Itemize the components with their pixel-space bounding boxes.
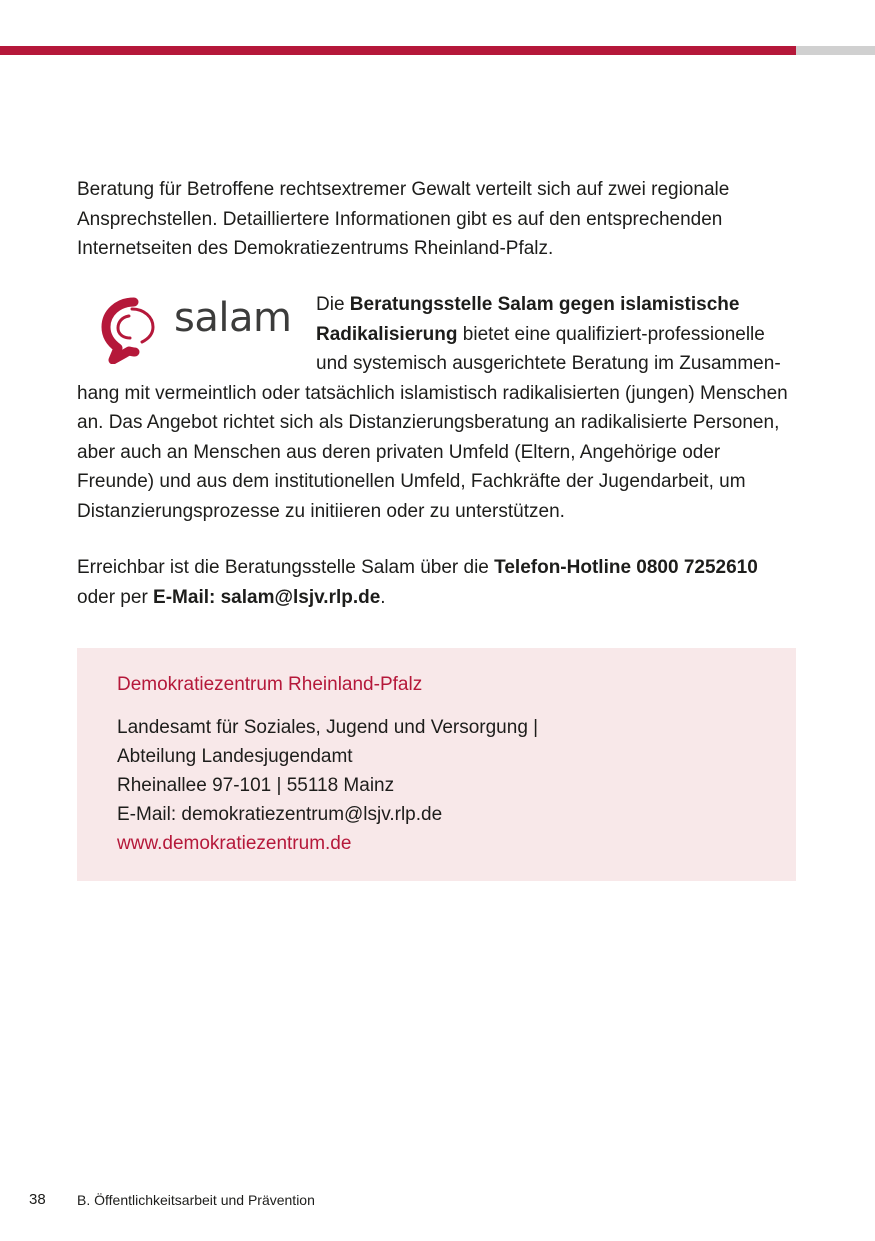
contact-paragraph: Erreichbar ist die Beratungsstelle Salam über die Telefon-Hotline 0800 7252610 oder per E-Mail: salam@lsjv.rlp.de. bbox=[77, 557, 758, 608]
info-box-address bbox=[117, 713, 538, 858]
salam-wordmark: salam bbox=[174, 295, 292, 341]
top-gray-bar bbox=[796, 46, 875, 55]
email-line[interactable]: E-Mail: demokratiezentrum@lsjv.rlp.de bbox=[117, 804, 443, 825]
page-number: 38 bbox=[29, 1191, 46, 1208]
info-box-title: Demokratiezentrum Rheinland-Pfalz bbox=[117, 674, 423, 695]
salam-email: E-Mail: salam@lsjv.rlp.de bbox=[153, 586, 381, 608]
address-line: Rheinallee 97-101 | 55118 Mainz bbox=[117, 775, 395, 796]
website-link[interactable]: www.demokratiezentrum.de bbox=[117, 833, 352, 854]
footer-section: B. Öffentlichkeitsarbeit und Prävention bbox=[77, 1192, 315, 1208]
top-accent-bar bbox=[0, 46, 796, 55]
intro-paragraph: Beratung für Betroffene rechtsextremer Gewalt verteilt sich auf zwei regionale Ansprechstellen. Detailliertere Informationen gibt es auf den entsprechenden Internetseiten des Demokratiezentrums Rheinland-Pfalz. bbox=[77, 179, 730, 259]
salam-paragraph: Die Beratungsstelle Salam gegen islamistische Radikalisierung bietet eine qualifiziert-professionelle und systemisch ausgerichtete Beratung im Zusammenhang mit vermeintlich oder tatsächlich islamistisch radikalisierten (jungen) Menschen an. Das Angebot richtet sich als Distanzierungsberatung an radikalisierte Personen, aber auch an Menschen aus deren privaten Umfeld (Eltern, Angehörige oder Freunde) und aus dem institutionellen Umfeld, Fachkräfte der Jugendarbeit, um Distanzierungsprozesse zu initiieren oder zu unterstützen. bbox=[77, 294, 788, 522]
address-line: Landesamt für Soziales, Jugend und Versorgung | bbox=[117, 717, 539, 738]
address-line: Abteilung Landesjugendamt bbox=[117, 746, 353, 767]
hotline: Telefon-Hotline 0800 7252610 bbox=[494, 557, 758, 578]
salam-name: Beratungsstelle Salam gegen islamistische Radikalisierung bbox=[316, 294, 740, 345]
